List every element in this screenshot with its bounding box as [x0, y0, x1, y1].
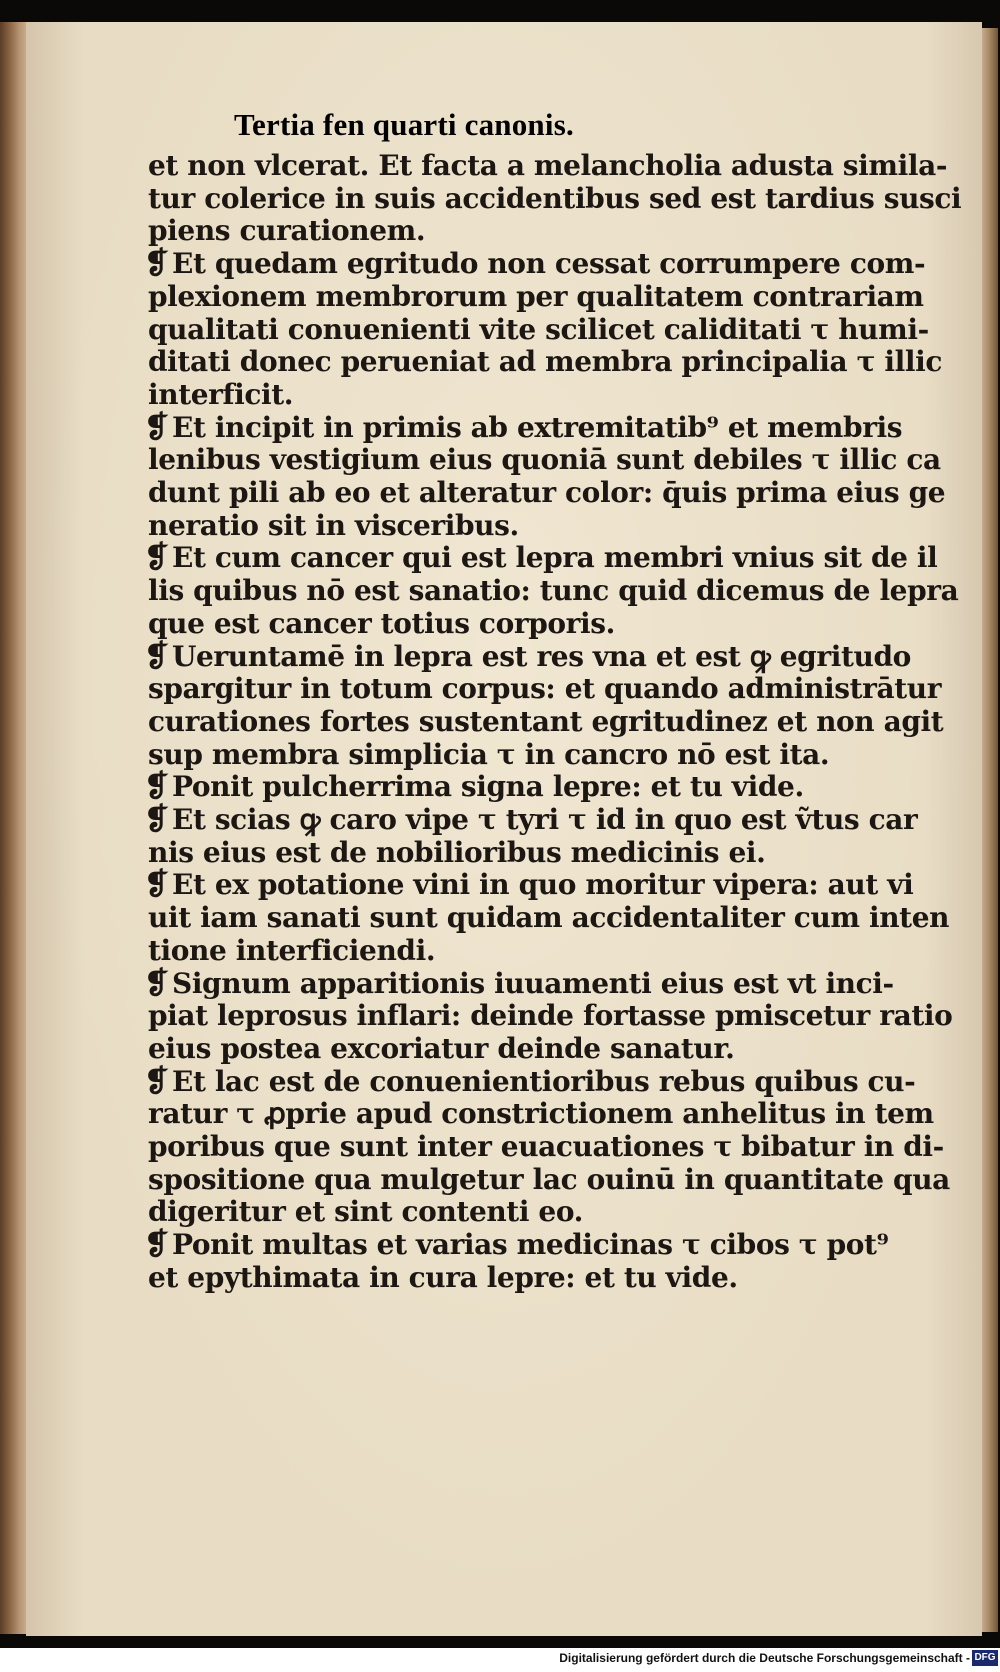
text-line: que est cancer totius corporis. [148, 607, 615, 640]
pilcrow-icon: ❡ [144, 867, 170, 902]
pilcrow-icon: ❡ [144, 1227, 170, 1262]
text-line: digeritur et sint contenti eo. [148, 1195, 583, 1228]
text-line: spargitur in totum corpus: et quando administrātur [148, 672, 942, 705]
top-dark-strip [0, 0, 1000, 20]
pilcrow-icon: ❡ [144, 410, 170, 445]
text-line: lis quibus nō est sanatio: tunc quid dicemus de lepra [148, 574, 959, 607]
text-line: tur colerice in suis accidentibus sed est tardius susci [148, 182, 962, 215]
text-line: ditati donec perueniat ad membra principalia τ illic [148, 345, 943, 378]
text-line: sup membra simplicia τ in cancro nō est ita. [148, 738, 830, 771]
text-line: Ponit pulcherrima signa lepre: et tu vide. [172, 770, 804, 803]
text-line: dunt pili ab eo et alteratur color: q̄uis prima eius ge [148, 476, 946, 509]
running-head: Tertia fen quarti canonis. [234, 107, 574, 142]
text-line: curationes fortes sustentant egritudinez et non agit [148, 705, 944, 738]
pilcrow-icon: ❡ [144, 246, 170, 281]
text-line: Ponit multas et varias medicinas τ cibos τ pot⁹ [172, 1228, 889, 1261]
pilcrow-icon: ❡ [144, 540, 170, 575]
text-line: plexionem membrorum per qualitatem contrariam [148, 280, 924, 313]
text-line: lenibus vestigium eius quoniā sunt debiles τ illic ca [148, 443, 941, 476]
pilcrow-icon: ❡ [144, 769, 170, 804]
footer-credit: Digitalisierung gefördert durch die Deutsche Forschungsgemeinschaft - [559, 1651, 970, 1665]
text-line: poribus que sunt inter euacuationes τ bibatur in di- [148, 1130, 944, 1163]
dfg-logo-icon: DFG [972, 1650, 998, 1666]
text-line: Et lac est de conuenientioribus rebus quibus cu- [172, 1065, 916, 1098]
text-line: Et cum cancer qui est lepra membri vnius sit de il [172, 541, 938, 574]
text-line: Et incipit in primis ab extremitatib⁹ et membris [172, 411, 903, 444]
text-line: spositione qua mulgetur lac ouinū in quantitate qua [148, 1163, 950, 1196]
text-line: et epythimata in cura lepre: et tu vide. [148, 1261, 738, 1294]
text-line: Et scias ꝙ caro vipe τ tyri τ id in quo est ṽtus car [172, 803, 918, 836]
text-line: Signum apparitionis iuuamenti eius est vt inci- [172, 967, 894, 1000]
text-line: qualitati conuenienti vite scilicet caliditati τ humi- [148, 313, 929, 346]
text-line: interficit. [148, 378, 294, 411]
text-line: piens curationem. [148, 214, 426, 247]
pilcrow-icon: ❡ [144, 966, 170, 1001]
text-line: neratio sit in visceribus. [148, 509, 519, 542]
pilcrow-icon: ❡ [144, 639, 170, 674]
text-line: Et ex potatione vini in quo moritur vipera: aut vi [172, 868, 914, 901]
text-line: nis eius est de nobilioribus medicinis ei. [148, 836, 766, 869]
text-line: Ueruntamē in lepra est res vna et est ꝙ egritudo [172, 640, 911, 673]
pilcrow-icon: ❡ [144, 802, 170, 837]
binding-edge [0, 22, 28, 1634]
text-line: ratur τ ꝓprie apud constrictionem anhelitus in tem [148, 1097, 934, 1130]
book-page [26, 22, 982, 1636]
text-line: uit iam sanati sunt quidam accidentaliter cum inten [148, 901, 950, 934]
text-line: tione interficiendi. [148, 934, 436, 967]
page-fore-edge [980, 28, 998, 1632]
pilcrow-icon: ❡ [144, 1064, 170, 1099]
text-line: piat leprosus inflari: deinde fortasse pmiscetur ratio [148, 999, 953, 1032]
text-line: Et quedam egritudo non cessat corrumpere com- [172, 247, 926, 280]
text-line: et non vlcerat. Et facta a melancholia adusta simila- [148, 149, 948, 182]
text-line: eius postea excoriatur deinde sanatur. [148, 1032, 735, 1065]
